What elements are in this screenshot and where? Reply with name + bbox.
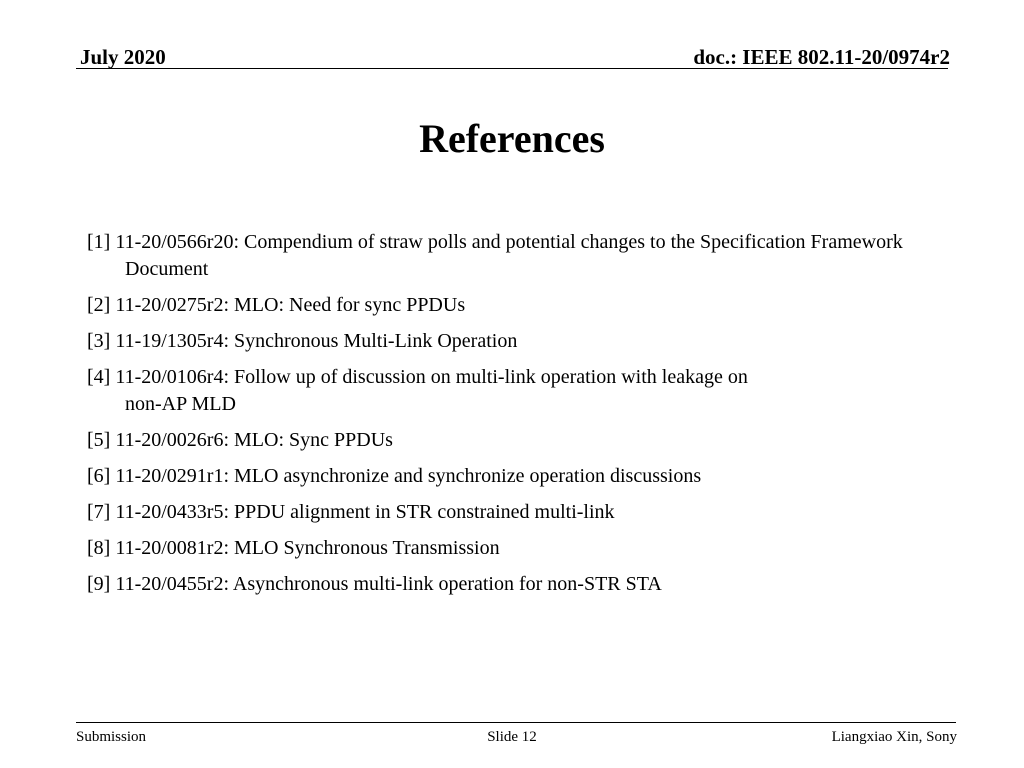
footer-divider xyxy=(76,722,956,723)
footer-submission: Submission xyxy=(76,729,147,745)
reference-item-4: [4] 11-20/0106r4: Follow up of discussion on multi-link operation with leakage on non-AP MLD xyxy=(87,366,748,415)
reference-item-6: [6] 11-20/0291r1: MLO asynchronize and synchronize operation discussions xyxy=(87,465,702,487)
header-date: July 2020 xyxy=(80,45,166,69)
reference-item-7: [7] 11-20/0433r5: PPDU alignment in STR constrained multi-link xyxy=(87,501,615,523)
reference-list xyxy=(87,229,947,607)
reference-item-5: [5] 11-20/0026r6: MLO: Sync PPDUs xyxy=(87,429,393,451)
reference-item-2: [2] 11-20/0275r2: MLO: Need for sync PPDUs xyxy=(87,294,466,316)
footer-author: Liangxiao Xin, Sony xyxy=(831,729,957,745)
reference-item-8: [8] 11-20/0081r2: MLO Synchronous Transmission xyxy=(87,537,500,559)
header-doc-id: doc.: IEEE 802.11-20/0974r2 xyxy=(693,45,950,69)
header-divider xyxy=(76,68,948,69)
reference-item-9: [9] 11-20/0455r2: Asynchronous multi-link operation for non-STR STA xyxy=(87,573,662,595)
reference-item-3: [3] 11-19/1305r4: Synchronous Multi-Link Operation xyxy=(87,330,518,352)
footer-slide-number: Slide 12 xyxy=(487,729,537,745)
reference-item-1: [1] 11-20/0566r20: Compendium of straw polls and potential changes to the Specification Framework Document xyxy=(87,231,903,280)
slide-title: References xyxy=(419,116,605,161)
